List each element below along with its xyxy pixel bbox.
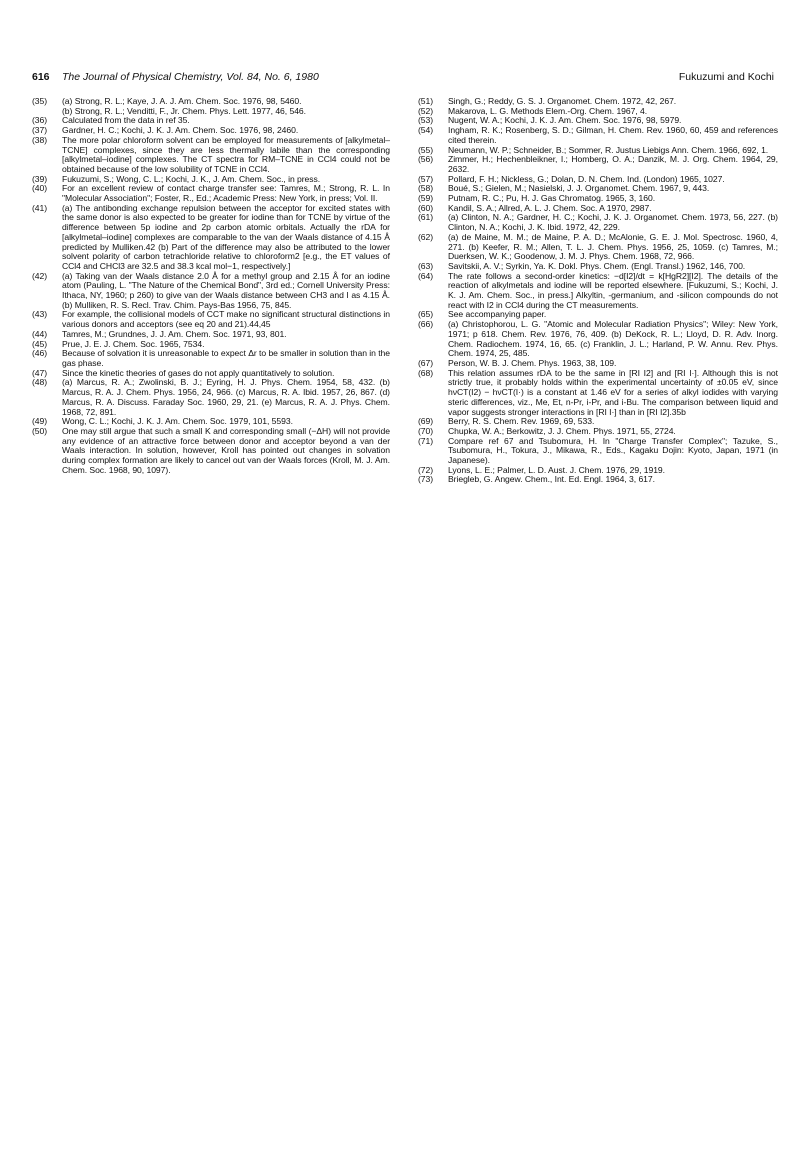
reference-text: Briegleb, G. Angew. Chem., Int. Ed. Engl. 1964, 3, 617. xyxy=(448,474,655,485)
reference-entry xyxy=(418,320,778,359)
reference-number: (42) xyxy=(32,270,48,281)
reference-number: (45) xyxy=(32,338,48,349)
reference-number: (64) xyxy=(418,270,434,281)
reference-text: Neumann, W. P.; Schneider, B.; Sommer, R. Justus Liebigs Ann. Chem. 1966, 692, 1. xyxy=(448,144,769,155)
reference-text: The rate follows a second-order kinetics: −d[I2]/dt = k[HgR2][I2]. The details of the reaction of alkylmetals and iodine will be reported elsewhere. [Fukuzumi, S.; Kochi, J. K. J. Am. Chem. Soc., in press.] Alkyltin, -germanium, and -silicon compounds do not react with I2 in CCl4 during the CT measurements. xyxy=(448,270,778,310)
reference-entry xyxy=(418,437,778,466)
reference-entry xyxy=(32,136,390,175)
reference-number: (48) xyxy=(32,377,48,388)
reference-number: (61) xyxy=(418,212,434,223)
reference-text: Person, W. B. J. Chem. Phys. 1963, 38, 109. xyxy=(448,357,617,368)
reference-text: Fukuzumi, S.; Wong, C. L.; Kochi, J. K., J. Am. Chem. Soc., in press. xyxy=(62,173,321,184)
references-right-column xyxy=(418,97,778,485)
reference-entry xyxy=(32,378,390,417)
reference-text: Singh, G.; Reddy, G. S. J. Organomet. Chem. 1972, 42, 267. xyxy=(448,96,677,106)
reference-number: (70) xyxy=(418,425,434,436)
reference-number: (59) xyxy=(418,193,434,204)
reference-text: Calculated from the data in ref 35. xyxy=(62,115,190,126)
reference-text: Putnam, R. C.; Pu, H. J. Gas Chromatog. 1965, 3, 160. xyxy=(448,193,656,204)
reference-entry xyxy=(418,126,778,145)
page-number: 616 xyxy=(32,71,50,83)
reference-entry xyxy=(32,184,390,203)
reference-text: Makarova, L. G. Methods Elem.-Org. Chem. 1967, 4. xyxy=(448,105,648,116)
reference-text: Boué, S.; Gielen, M.; Nasielski, J. J. Organomet. Chem. 1967, 9, 443. xyxy=(448,183,710,194)
reference-text: Berry, R. S. Chem. Rev. 1969, 69, 533. xyxy=(448,416,595,427)
reference-text: See accompanying paper. xyxy=(448,309,547,320)
reference-text: (a) Christophorou, L. G. "Atomic and Molecular Radiation Physics"; Wiley: New York, 1971; p 618. Chem. Rev. 1976, 76, 409. (b) DeKock, R. L.; Lloyd, D. R. Adv. Inorg. Chem. Radiochem. 1974, 16, 65. (c) Franklin, J. L.; Harland, P. W. Annu. Rev. Phys. Chem. 1974, 25, 485. xyxy=(448,319,778,359)
reference-entry xyxy=(418,155,778,174)
page-header xyxy=(32,70,774,86)
reference-number: (57) xyxy=(418,173,434,184)
reference-number: (46) xyxy=(32,348,48,359)
reference-text: Kandil, S. A.; Allred, A. L. J. Chem. Soc. A 1970, 2987. xyxy=(448,202,652,213)
reference-number: (53) xyxy=(418,115,434,126)
reference-number: (56) xyxy=(418,154,434,165)
references-left-column xyxy=(32,97,390,475)
reference-entry xyxy=(32,310,390,329)
reference-number: (62) xyxy=(418,231,434,242)
reference-number: (72) xyxy=(418,464,434,475)
reference-text: Tamres, M.; Grundnes, J. J. Am. Chem. Soc. 1971, 93, 801. xyxy=(62,328,287,339)
journal-citation: The Journal of Physical Chemistry, Vol. 84, No. 6, 1980 xyxy=(62,71,319,83)
reference-number: (51) xyxy=(418,96,434,106)
reference-number: (40) xyxy=(32,183,48,194)
reference-number: (73) xyxy=(418,474,434,485)
reference-text: (a) Marcus, R. A.; Zwolinski, B. J.; Eyring, H. J. Phys. Chem. 1954, 58, 432. (b) Marcus, R. A. J. Chem. Phys. 1956, 24, 966. (c) Marcus, R. A. Ibid. 1957, 26, 867. (d) Marcus, R. A. Discuss. Faraday Soc. 1960, 29, 21. (e) Marcus, R. A. J. Phys. Chem. 1968, 72, 891. xyxy=(62,377,390,417)
reference-text: For example, the collisional models of CCT make no significant structural distinctions in various donors and acceptors (see eq 20 and 21).44,45 xyxy=(62,309,390,330)
reference-entry xyxy=(418,233,778,262)
reference-text: The more polar chloroform solvent can be employed for measurements of [alkylmetal–TCNE] complexes, since they are less thermally labile than the corresponding [alkylmetal–iodine] complexes. The CT spectra for RM–TCNE in CCl4 could not be obtained because of the low solubility of TCNE in CCl4. xyxy=(62,134,390,174)
reference-text: (a) de Maine, M. M.; de Maine, P. A. D.; McAlonie, G. E. J. Mol. Spectrosc. 1960, 4, 271. (b) Keefer, R. M.; Allen, T. L. J. Chem. Phys. 1956, 25, 1059. (c) Tamres, M.; Duerksen, W. K.; Goodenow, J. M. J. Phys. Chem. 1968, 72, 966. xyxy=(448,231,778,262)
reference-number: (63) xyxy=(418,260,434,271)
reference-text: Since the kinetic theories of gases do not apply quantitatively to solution. xyxy=(62,367,335,378)
reference-entry xyxy=(418,475,778,485)
reference-number: (71) xyxy=(418,435,434,446)
reference-text: Lyons, L. E.; Palmer, L. D. Aust. J. Chem. 1976, 29, 1919. xyxy=(448,464,665,475)
reference-text: (a) Strong, R. L.; Kaye, J. A. J. Am. Chem. Soc. 1976, 98, 5460. (b) Strong, R. L.; Venditti, F., Jr. Chem. Phys. Lett. 1977, 46, 546. xyxy=(62,96,306,116)
reference-number: (47) xyxy=(32,367,48,378)
reference-number: (69) xyxy=(418,416,434,427)
reference-text: (a) The antibonding exchange repulsion between the acceptor for excited states with the same donor is also expected to be greater for iodine than for TCNE by virtue of the difference between 5p iodine and 2p carbon atomic orbitals. Actually the rDA for [alkylmetal–iodine] complexes are comparable to the van der Waals distance of 4.15 Å predicted by Mulliken.42 (b) Part of the difference may also be attributed to the lower solvent polarity of carbon tetrachloride relative to chloroform2 [e.g., the ET values of CCl4 and CHCl3 are 32.5 and 38.3 kcal mol−1, respectively.] xyxy=(62,202,390,271)
reference-number: (58) xyxy=(418,183,434,194)
reference-entry xyxy=(32,97,390,116)
reference-number: (66) xyxy=(418,319,434,330)
reference-text: Prue, J. E. J. Chem. Soc. 1965, 7534. xyxy=(62,338,205,349)
reference-number: (36) xyxy=(32,115,48,126)
reference-text: Compare ref 67 and Tsubomura, H. In "Charge Transfer Complex"; Tazuke, S., Tsubomura, H., Tokura, J., Mikawa, R., Eds., Kagaku Dojin: Kyoto, Japan, 1971 (in Japanese). xyxy=(448,435,778,466)
reference-number: (54) xyxy=(418,125,434,136)
reference-number: (67) xyxy=(418,357,434,368)
reference-number: (37) xyxy=(32,125,48,136)
reference-entry xyxy=(418,213,778,232)
reference-text: Ingham, R. K.; Rosenberg, S. D.; Gilman, H. Chem. Rev. 1960, 60, 459 and references cited therein. xyxy=(448,125,778,145)
reference-entry xyxy=(32,204,390,272)
reference-entry xyxy=(418,272,778,311)
reference-number: (52) xyxy=(418,105,434,116)
reference-number: (49) xyxy=(32,416,48,427)
reference-number: (60) xyxy=(418,202,434,213)
reference-number: (44) xyxy=(32,328,48,339)
reference-number: (43) xyxy=(32,309,48,320)
reference-text: Gardner, H. C.; Kochi, J. K. J. Am. Chem. Soc. 1976, 98, 2460. xyxy=(62,125,299,136)
reference-text: For an excellent review of contact charge transfer see: Tamres, M.; Strong, R. L. In "Molecular Association"; Foster, R., Ed.; Academic Press: New York, in press; Vol. II. xyxy=(62,183,390,204)
reference-entry xyxy=(32,427,390,476)
reference-entry xyxy=(418,369,778,418)
reference-text: One may still argue that such a small K and corresponding small (−ΔH) will not provide any evidence of an attractive force between donor and acceptor beyond a van der Waals interaction. In solution, however, Kroll has pointed out changes in solvation during complex formation are likely to cancel out van der Waals forces (Kroll, M. J. Am. Chem. Soc. 1968, 90, 1097). xyxy=(62,425,390,475)
reference-text: (a) Clinton, N. A.; Gardner, H. C.; Kochi, J. K. J. Organomet. Chem. 1973, 56, 227. (b) Clinton, N. A.; Kochi, J. K. Ibid. 1972, 42, 229. xyxy=(448,212,778,233)
reference-number: (41) xyxy=(32,202,48,213)
reference-text: Wong, C. L.; Kochi, J. K. J. Am. Chem. Soc. 1979, 101, 5593. xyxy=(62,416,293,427)
reference-number: (35) xyxy=(32,96,48,106)
reference-entry xyxy=(32,349,390,368)
reference-text: Zimmer, H.; Hechenbleikner, I.; Homberg, O. A.; Danzik, M. J. Org. Chem. 1964, 29, 2632. xyxy=(448,154,778,174)
reference-number: (50) xyxy=(32,425,48,436)
reference-number: (65) xyxy=(418,309,434,320)
reference-number: (38) xyxy=(32,134,48,145)
reference-text: (a) Taking van der Waals distance 2.0 Å for a methyl group and 2.15 Å for an iodine atom (Pauling, L. "The Nature of the Chemical Bond", 3rd ed.; Cornell University Press: Ithaca, NY, 1960; p 260) to give van der Waals distance between CH3 and I as 4.15 Å. (b) Mulliken, R. S. Recl. Trav. Chim. Pays-Bas 1956, 75, 845. xyxy=(62,270,390,310)
reference-text: Pollard, F. H.; Nickless, G.; Dolan, D. N. Chem. Ind. (London) 1965, 1027. xyxy=(448,173,725,184)
reference-entry xyxy=(32,272,390,311)
reference-text: This relation assumes rDA to be the same in [RI I2] and [RI I·]. Although this is not strictly true, it probably holds within the experimental uncertainty of ±0.05 eV, since hνCT(I2) − hνCT(I·) is a constant at 1.46 eV for a series of alkyl iodides with varying steric differences, viz., Me, Et, n-Pr, i-Pr, and i-Bu. The comparison between liquid and vapor suggests stronger interactions in [RI I·] than in [RI I2].35b xyxy=(448,367,778,417)
reference-number: (39) xyxy=(32,173,48,184)
reference-text: Savitskii, A. V.; Syrkin, Ya. K. Dokl. Phys. Chem. (Engl. Transl.) 1962, 146, 700. xyxy=(448,260,746,271)
reference-text: Because of solvation it is unreasonable to expect Δr to be smaller in solution than in the gas phase. xyxy=(62,348,390,368)
running-authors: Fukuzumi and Kochi xyxy=(678,71,774,83)
reference-text: Chupka, W. A.; Berkowitz, J. J. Chem. Phys. 1971, 55, 2724. xyxy=(448,425,676,436)
reference-text: Nugent, W. A.; Kochi, J. K. J. Am. Chem. Soc. 1976, 98, 5979. xyxy=(448,115,682,126)
reference-number: (68) xyxy=(418,367,434,378)
reference-number: (55) xyxy=(418,144,434,155)
